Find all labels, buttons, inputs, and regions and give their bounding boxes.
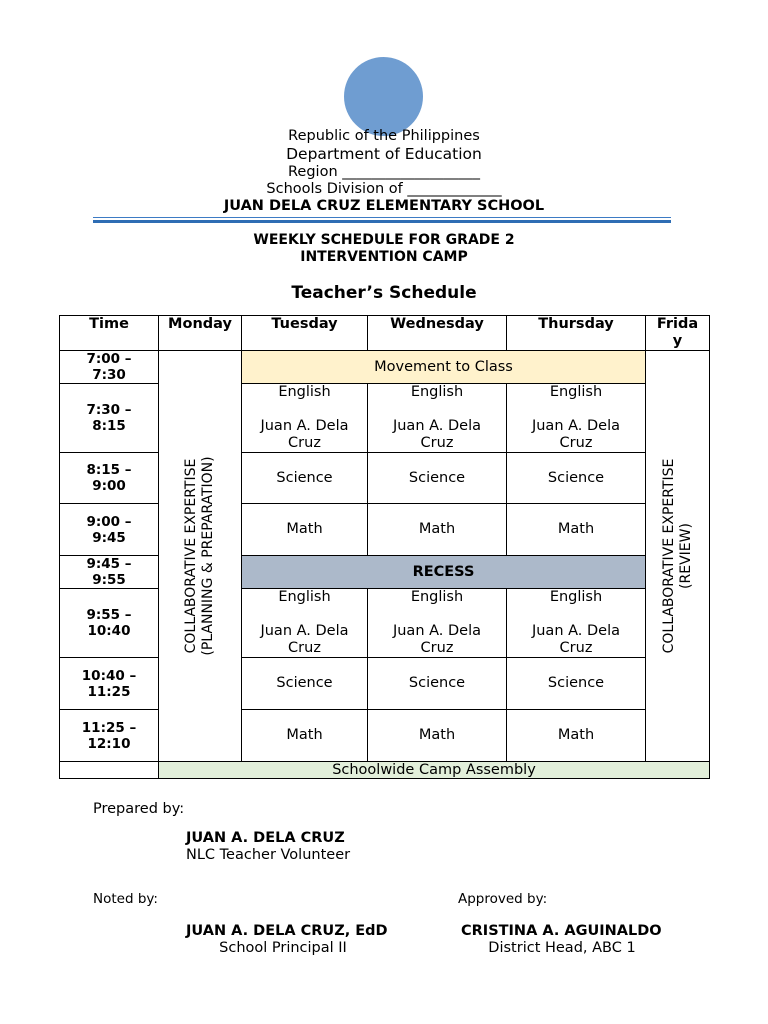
time-cell: 7:00 – 7:30 <box>60 351 159 384</box>
subject-cell-math: Math <box>507 710 646 762</box>
approved-by-label: Approved by: <box>458 891 548 907</box>
teachers-schedule-title: Teacher’s Schedule <box>291 283 477 303</box>
subject-cell-science: Science <box>368 453 507 504</box>
subject-cell-math: Math <box>368 710 507 762</box>
school-name: JUAN DELA CRUZ ELEMENTARY SCHOOL <box>223 198 545 214</box>
table-row <box>60 658 710 710</box>
subject-cell-english: English Juan A. Dela Cruz <box>368 589 507 658</box>
subject-cell-science: Science <box>242 453 368 504</box>
time-cell: 9:55 – 10:40 <box>60 589 159 658</box>
header-republic: Republic of the Philippines <box>288 128 480 144</box>
subject-cell-math: Math <box>368 504 507 556</box>
table-row <box>60 589 710 658</box>
header-division: Schools Division of _____________ <box>266 181 502 197</box>
noted-by-label: Noted by: <box>93 891 158 907</box>
subject-cell-english: English Juan A. Dela Cruz <box>242 589 368 658</box>
subject-cell-science: Science <box>507 453 646 504</box>
monday-collaborative-cell <box>159 351 242 762</box>
header-divider-thin <box>93 217 671 218</box>
subject-cell-math: Math <box>242 710 368 762</box>
table-row <box>60 384 710 453</box>
table-row <box>60 351 710 384</box>
header-department: Department of Education <box>286 145 482 163</box>
friday-collaborative-cell <box>646 351 710 762</box>
empty-time-cell <box>60 762 159 779</box>
subject-cell-math: Math <box>242 504 368 556</box>
recess-cell: RECESS <box>242 556 646 589</box>
noted-by-name: JUAN A. DELA CRUZ, EdD <box>186 923 388 939</box>
time-cell: 10:40 – 11:25 <box>60 658 159 710</box>
schedule-heading-line2: INTERVENTION CAMP <box>300 249 468 265</box>
movement-to-class-cell: Movement to Class <box>242 351 646 384</box>
schedule-heading-line1: WEEKLY SCHEDULE FOR GRADE 2 <box>253 232 515 248</box>
subject-cell-math: Math <box>507 504 646 556</box>
table-row <box>60 556 710 589</box>
noted-by-title: School Principal II <box>219 940 347 956</box>
table-row <box>60 710 710 762</box>
time-cell: 7:30 – 8:15 <box>60 384 159 453</box>
col-header-wednesday: Wednesday <box>368 316 507 351</box>
prepared-by-label: Prepared by: <box>93 801 185 817</box>
subject-cell-science: Science <box>507 658 646 710</box>
time-cell: 11:25 – 12:10 <box>60 710 159 762</box>
table-row <box>60 504 710 556</box>
col-header-tuesday: Tuesday <box>242 316 368 351</box>
subject-cell-science: Science <box>368 658 507 710</box>
header-divider-thick <box>93 220 671 223</box>
approved-by-title: District Head, ABC 1 <box>488 940 636 956</box>
prepared-by-title: NLC Teacher Volunteer <box>186 847 351 863</box>
subject-cell-english: English Juan A. Dela Cruz <box>507 384 646 453</box>
monday-vertical-text: COLLABORATIVE EXPERTISE (PLANNING & PREPARATION) <box>183 456 216 656</box>
subject-cell-science: Science <box>242 658 368 710</box>
friday-vertical-text: COLLABORATIVE EXPERTISE (REVIEW) <box>660 458 694 654</box>
time-cell: 9:00 – 9:45 <box>60 504 159 556</box>
schoolwide-assembly-cell: Schoolwide Camp Assembly <box>159 762 710 779</box>
header-row <box>60 316 710 351</box>
col-header-monday: Monday <box>159 316 242 351</box>
time-cell: 9:45 – 9:55 <box>60 556 159 589</box>
approved-by-name: CRISTINA A. AGUINALDO <box>461 923 662 939</box>
prepared-by-name: JUAN A. DELA CRUZ <box>186 830 345 846</box>
deped-logo <box>344 57 423 136</box>
subject-cell-english: English Juan A. Dela Cruz <box>368 384 507 453</box>
schedule-table <box>59 315 710 779</box>
header-region: Region ___________________ <box>288 164 480 180</box>
col-header-friday: Frida y <box>646 316 710 351</box>
subject-cell-english: English Juan A. Dela Cruz <box>507 589 646 658</box>
col-header-time: Time <box>60 316 159 351</box>
subject-cell-english: English Juan A. Dela Cruz <box>242 384 368 453</box>
table-row <box>60 762 710 779</box>
col-header-thursday: Thursday <box>507 316 646 351</box>
time-cell: 8:15 – 9:00 <box>60 453 159 504</box>
table-row <box>60 453 710 504</box>
